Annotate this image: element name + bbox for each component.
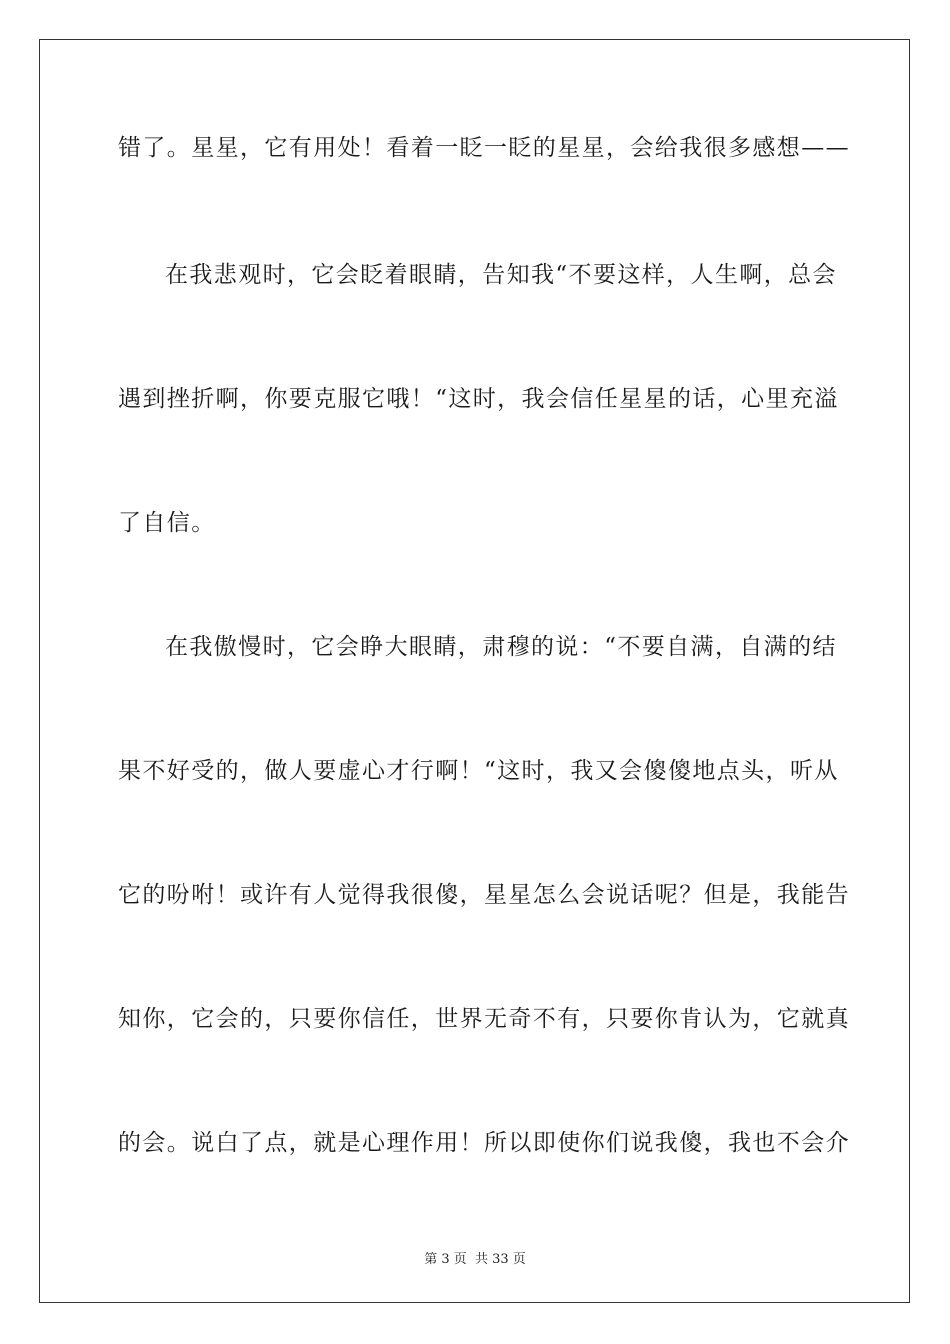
page-frame bbox=[39, 39, 910, 1303]
text-line-5: 在我傲慢时，它会睁大眼睛，肃穆的说：“不要自满，自满的结 bbox=[165, 634, 837, 660]
text-line-2: 在我悲观时，它会眨着眼睛，告知我“不要这样，人生啊，总会 bbox=[165, 262, 837, 288]
total-pages: 共 33 页 bbox=[474, 1252, 526, 1267]
page-number: 第 3 页 bbox=[424, 1252, 467, 1267]
text-line-3: 遇到挫折啊，你要克服它哦！“这时，我会信任星星的话，心里充溢 bbox=[118, 386, 839, 412]
text-line-1: 错了。星星，它有用处！看着一眨一眨的星星，会给我很多感想—— bbox=[118, 135, 850, 161]
text-line-6: 果不好受的，做人要虚心才行啊！“这时，我又会傻傻地点头，听从 bbox=[118, 758, 839, 784]
page-footer bbox=[0, 1248, 950, 1267]
text-line-7: 它的吩咐！或许有人觉得我很傻，星星怎么会说话呢？但是，我能告 bbox=[118, 882, 850, 908]
text-line-8: 知你，它会的，只要你信任，世界无奇不有，只要你肯认为，它就真 bbox=[118, 1006, 850, 1032]
text-line-4: 了自信。 bbox=[118, 510, 216, 536]
text-line-9: 的会。说白了点，就是心理作用！所以即使你们说我傻，我也不会介 bbox=[118, 1130, 850, 1156]
